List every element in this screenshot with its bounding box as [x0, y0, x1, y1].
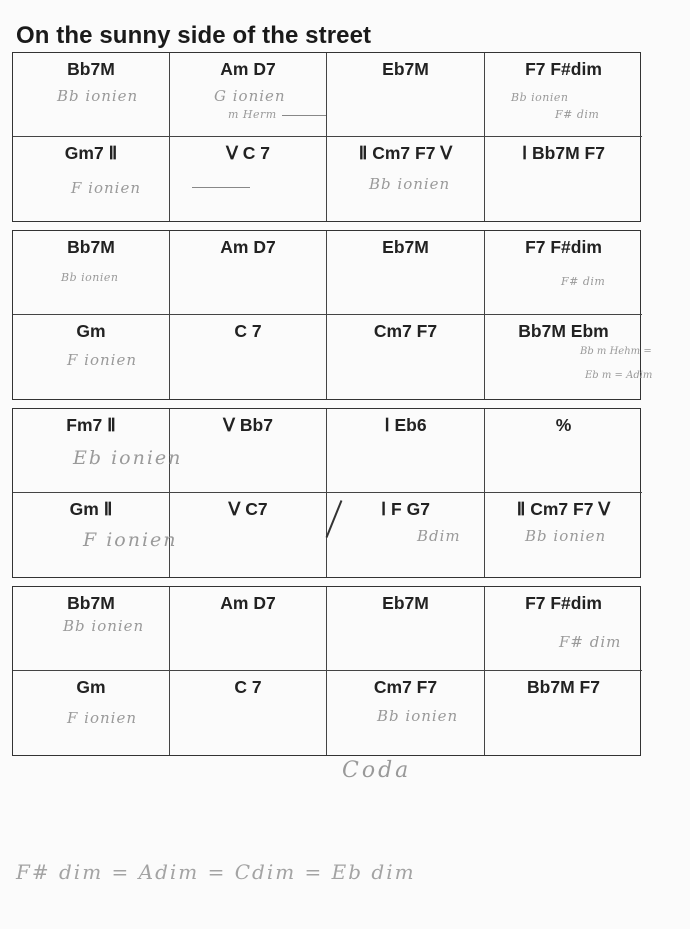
measure [13, 493, 178, 577]
measure [170, 587, 327, 671]
measure [13, 137, 170, 221]
chord-symbol: Ⅴ Bb7 [223, 415, 273, 435]
chord-symbol: F7 F#dim [525, 59, 602, 79]
handwritten-scale-note: F ionien [67, 351, 137, 369]
chord-symbol: Gm7 Ⅱ [64, 143, 118, 163]
chord-symbol: Ⅰ Eb6 [384, 415, 427, 435]
handwritten-line [192, 187, 250, 188]
chord-symbol: Ⅱ Cm7 F7 Ⅴ [358, 143, 453, 163]
measure [327, 409, 485, 493]
chord-symbol: Am D7 [220, 237, 276, 257]
chord-symbol: F7 F#dim [525, 593, 602, 613]
handwritten-scale-note: F ionien [83, 529, 178, 551]
measure [170, 409, 327, 493]
measure [327, 315, 485, 399]
measure [170, 53, 327, 137]
chord-symbol: Gm Ⅱ [69, 499, 113, 519]
handwritten-scale-note: Bdim [417, 527, 461, 545]
chord-grid-section-1 [12, 52, 641, 222]
measure [485, 137, 642, 221]
measure [327, 671, 485, 755]
handwritten-scale-note: Bb ionien [57, 87, 139, 105]
measure [485, 671, 642, 755]
measure [13, 315, 170, 399]
chord-symbol: Fm7 Ⅱ [66, 415, 116, 435]
chord-symbol: % [555, 415, 572, 435]
measure [13, 231, 170, 315]
chord-symbol: Eb7M [382, 237, 429, 257]
measure [485, 409, 642, 493]
chord-symbol: Gm [76, 321, 106, 341]
measure [170, 315, 327, 399]
chord-symbol: Ⅴ C7 [228, 499, 268, 519]
chord-symbol: Bb7M [67, 59, 115, 79]
chord-symbol: Ⅱ Cm7 F7 Ⅴ [516, 499, 611, 519]
measure [13, 671, 170, 755]
chord-symbol: Bb7M Ebm [518, 321, 609, 341]
handwritten-scale-note: F# dim [555, 108, 600, 121]
measure [485, 53, 642, 137]
measure [13, 587, 170, 671]
handwritten-scale-note: Bb ionien [377, 707, 459, 725]
chord-symbol: Bb7M F7 [527, 677, 600, 697]
sheet-title: On the sunny side of the street [16, 22, 372, 49]
chord-symbol: C 7 [234, 677, 262, 697]
measure [327, 231, 485, 315]
measure [13, 53, 170, 137]
handwritten-scale-note: Eb ionien [73, 447, 183, 469]
measure [327, 137, 485, 221]
chord-grid-section-2 [12, 230, 641, 400]
chord-symbol: Ⅰ Bb7M F7 [522, 143, 605, 163]
chord-symbol: F7 F#dim [525, 237, 602, 257]
measure [13, 409, 183, 493]
coda-marking: Coda [342, 758, 412, 783]
chord-symbol: Eb7M [382, 59, 429, 79]
chord-symbol: Am D7 [220, 593, 276, 613]
handwritten-scale-note: Bb ionien [61, 271, 119, 284]
chord-symbol: Cm7 F7 [373, 677, 438, 697]
handwritten-margin-note: Bb m Hehm = [580, 346, 652, 357]
chord-grid-section-3 [12, 408, 641, 578]
chord-symbol: Bb7M [67, 237, 115, 257]
chord-grid-section-4 [12, 586, 641, 756]
dim-equivalence-note: F# dim = Adim = Cdim = Eb dim [16, 860, 416, 884]
chord-symbol: Am D7 [220, 59, 276, 79]
handwritten-line [282, 115, 326, 116]
measure [485, 315, 642, 399]
measure [170, 137, 327, 221]
measure [485, 587, 642, 671]
chord-symbol: Ⅰ F G7 [381, 499, 430, 519]
measure [485, 231, 642, 315]
handwritten-margin-note: Eb m = Adim [585, 370, 653, 381]
handwritten-scale-note: Bb ionien [63, 617, 145, 635]
chord-symbol: Eb7M [382, 593, 429, 613]
chord-symbol: Gm [76, 677, 106, 697]
measure [170, 493, 327, 577]
chord-symbol: Ⅴ C 7 [225, 143, 271, 163]
measure [170, 231, 327, 315]
handwritten-scale-note: F ionien [71, 179, 141, 197]
handwritten-scale-note: Bb ionien [369, 175, 451, 193]
handwritten-scale-note: F# dim [559, 633, 622, 651]
measure [485, 493, 642, 577]
chord-symbol: Cm7 F7 [373, 321, 438, 341]
handwritten-scale-note: F ionien [67, 709, 137, 727]
measure [170, 671, 327, 755]
measure [327, 587, 485, 671]
measure [327, 493, 485, 577]
handwritten-scale-note: F# dim [561, 275, 606, 288]
handwritten-scale-note: Bb ionien [511, 91, 569, 104]
handwritten-scale-note: G ionien [214, 87, 286, 105]
handwritten-scale-note: m Herm [228, 108, 277, 121]
chord-symbol: C 7 [234, 321, 262, 341]
chord-symbol: Bb7M [67, 593, 115, 613]
handwritten-scale-note: Bb ionien [525, 527, 607, 545]
measure [327, 53, 485, 137]
